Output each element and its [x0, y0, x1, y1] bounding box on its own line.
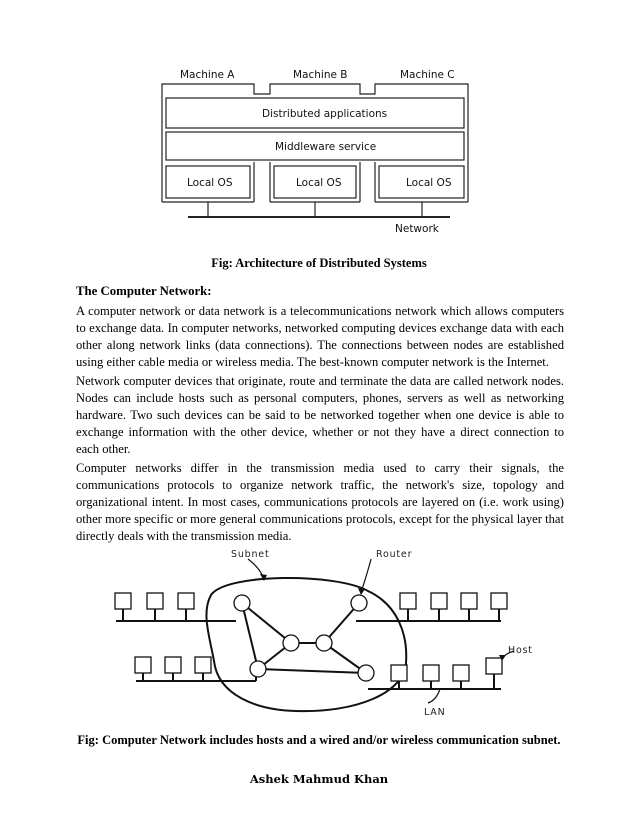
router-label: Router [376, 549, 413, 560]
router-node [283, 635, 299, 651]
figure1-caption: Fig: Architecture of Distributed Systems [211, 256, 427, 270]
middleware-label: Middleware service [275, 141, 377, 153]
router-node [250, 661, 266, 677]
machine-a-label: Machine A [180, 69, 235, 81]
section-heading: The Computer Network: [76, 284, 212, 298]
host-box [165, 657, 181, 673]
host-box [135, 657, 151, 673]
host-box [453, 665, 469, 681]
host-box [461, 593, 477, 609]
local-os-b-label: Local OS [296, 177, 342, 189]
distributed-applications-label: Distributed applications [262, 108, 388, 120]
host-box [486, 658, 502, 674]
lan-label: LAN [424, 707, 446, 718]
host-box [491, 593, 507, 609]
paragraph-1: A computer network or data network is a telecommunications network which allows computers to exchange data. In computer networks, networked computing devices exchange data with each other along network links (data connections). The connections between nodes are established using either cable media or wireless media. The best-known computer network is the Internet. [76, 304, 564, 370]
machine-b-label: Machine B [293, 69, 348, 81]
host-box [195, 657, 211, 673]
local-os-a-label: Local OS [187, 177, 233, 189]
router-node [351, 595, 367, 611]
host-box [115, 593, 131, 609]
paragraph-3: Computer networks differ in the transmission media used to carry their signals, the communications protocols to organize network traffic, the network's size, topology and organizational intent. In most cases, communications protocols are layered on (i.e. work using) other more specific or more general communications protocols, except for the physical layer that directly deals with the transmission media. [76, 461, 564, 544]
host-box [400, 593, 416, 609]
figure2-caption: Fig: Computer Network includes hosts and a wired and/or wireless communication subnet. [77, 733, 561, 747]
network-subnet-figure [106, 543, 546, 721]
subnet-label: Subnet [231, 549, 270, 560]
host-box [391, 665, 407, 681]
network-label: Network [395, 223, 439, 235]
router-node [316, 635, 332, 651]
router-node [234, 595, 250, 611]
machine-c-label: Machine C [400, 69, 455, 81]
local-os-c-label: Local OS [406, 177, 452, 189]
host-label: Host [508, 645, 533, 656]
host-box [423, 665, 439, 681]
distributed-architecture-figure [150, 62, 480, 242]
author-footer: Ashek Mahmud Khan [249, 772, 389, 786]
host-box [147, 593, 163, 609]
host-box [178, 593, 194, 609]
paragraph-2: Network computer devices that originate, route and terminate the data are called network nodes. Nodes can include hosts such as personal computers, phones, servers as well as networking hardware. Two such devices can be said to be networked together when one device is able to exchange information with the other device, whether or not they have a direct connection to each other. [76, 374, 564, 457]
router-node [358, 665, 374, 681]
host-box [431, 593, 447, 609]
